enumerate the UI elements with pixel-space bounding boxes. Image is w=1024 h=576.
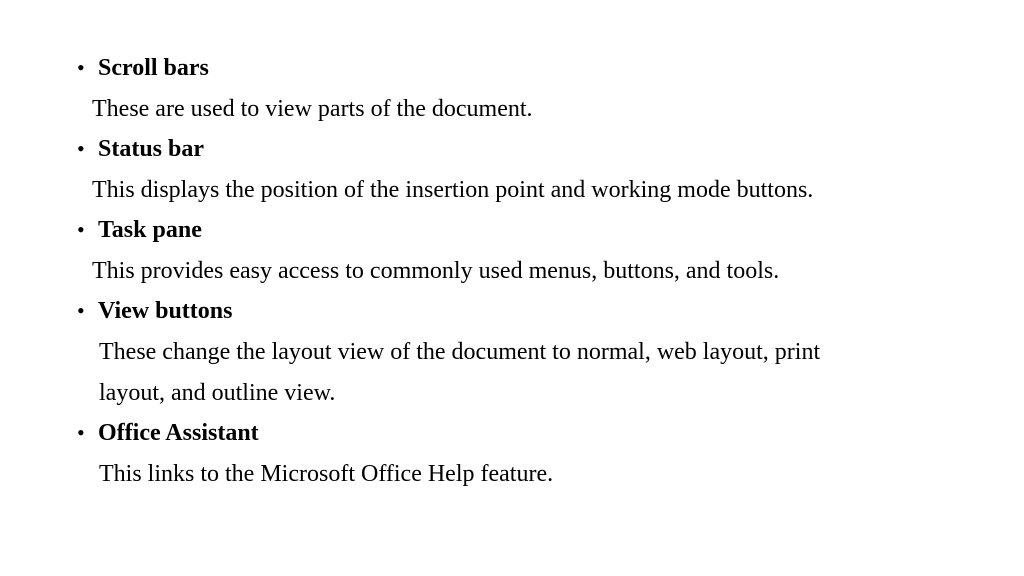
description-text: layout, and outline view.	[99, 380, 336, 406]
bullet-term: Task pane	[98, 217, 202, 243]
bullet-dot: •	[77, 136, 85, 161]
description-text: This displays the position of the insertion point and working mode buttons.	[92, 177, 814, 203]
bullet-dot: •	[77, 55, 85, 80]
description-text: These are used to view parts of the document.	[92, 96, 533, 122]
description-text: These change the layout view of the document to normal, web layout, print	[99, 339, 821, 365]
description-text: This provides easy access to commonly used menus, buttons, and tools.	[92, 258, 780, 284]
description-text: This links to the Microsoft Office Help feature.	[99, 461, 554, 487]
bullet-dot: •	[77, 217, 85, 242]
bullet-term: Scroll bars	[98, 55, 209, 81]
bullet-dot: •	[77, 420, 85, 445]
bullet-dot: •	[77, 298, 85, 323]
bullet-term: Office Assistant	[98, 420, 259, 446]
bullet-term: View buttons	[98, 298, 233, 324]
bullet-term: Status bar	[98, 136, 205, 162]
